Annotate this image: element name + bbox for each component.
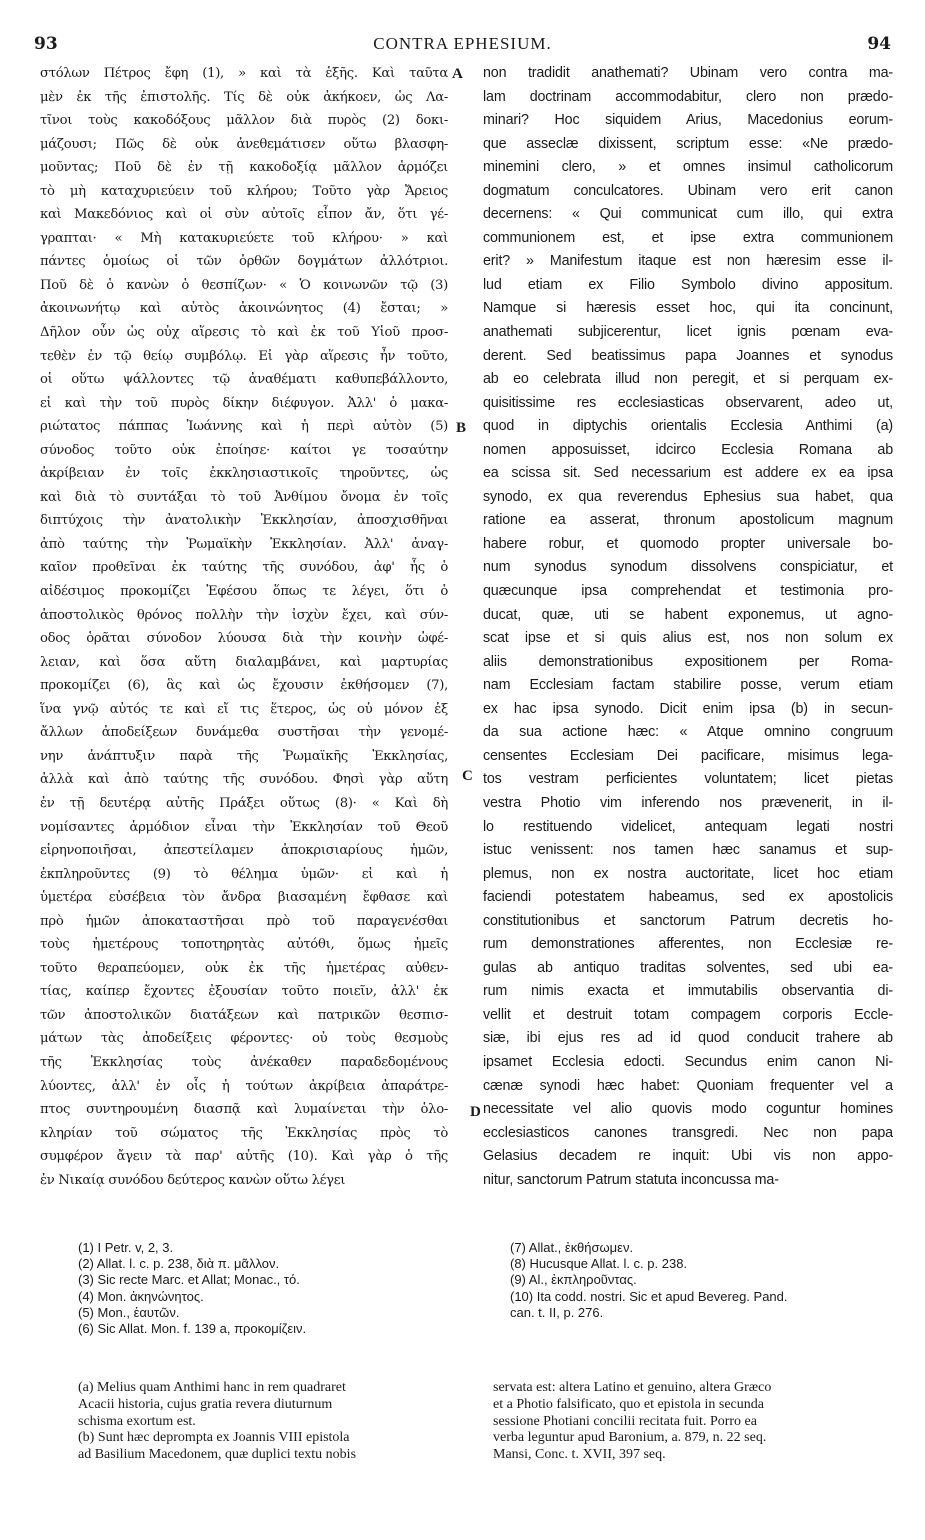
text-line: ἐν Νικαίᾳ συνόδου δεύτερος κανὼν οὕτω λέγει [40,1172,346,1188]
text-line: Acacii historia, cujus gratia revera diuturnum [78,1396,333,1412]
text-line: constitutionibus et sanctorum Patrum decretis ho- [483,912,893,929]
text-line: quæcunque ipsa comprehendat et testimonia pro- [483,583,893,600]
text-line: verba leguntur apud Baronium, a. 879, n. 22 seq. [493,1430,767,1446]
text-line: gulas ab antiquo traditas solventes, sed ubi ea- [483,959,893,976]
text-line: λειαν, καὶ ὅσα αὕτη διαλαμβάνει, καὶ μαρτυρίας [40,654,448,670]
text-line: quod in diptychis orientalis Ecclesia Anthimi (a) [483,418,893,435]
text-line: cænæ synodi hæc habet: Quoniam frequenter vel a [483,1077,893,1094]
text-line: ἀλλὰ καὶ ἀπὸ ταύτης τῆς συνόδου. Φησὶ γὰρ αὕτη [40,772,448,788]
text-line: (a) Melius quam Anthimi hanc in rem quadraret [78,1380,346,1395]
text-line: τοὺς ἡμετέρους τοποτηρητὰς αὐτόθι, ὅμως ἡμεῖς [40,937,448,953]
text-line: γραπται· « Μὴ κατακυριεύετε τοῦ κλήρου· » καὶ [40,230,448,246]
text-line: τῆς Ἐκκλησίας τοὺς ἀνέκαθεν παραδεδομένους [40,1054,448,1070]
latin-footnotes [78,1380,478,1464]
text-line: schisma exortum est. [78,1413,196,1429]
text-line: εἰ καὶ τὴν τοῦ πυρὸς δίκην διέφυγον. Ἀλλ' ὁ μακα- [40,395,448,411]
text-line: τῶν ἀποστολικῶν διατάξεων καὶ πατρικῶν θεσπισ- [40,1007,448,1023]
text-line: derent. Sed beatissimus papa Joannes et synodus [483,347,893,364]
text-line: lam doctrinam accommodabitur, clero non prædo- [483,88,893,105]
text-line: lo restituendo videlicet, antequam legati nostri [483,818,893,835]
text-line: μάζουσι; Πῶς δὲ οὐκ ἀνεθεμάτισεν οὕτω βλασφη- [40,136,448,152]
text-line: τοῦτο θεραπεύομεν, οὐκ ἐκ τῆς ἡμετέρας αὐθεν- [40,960,448,976]
text-line: (3) Sic recte Marc. et Allat; Monac., τό. [78,1272,300,1288]
text-line: synodo, ex qua reverendus Ephesius sua habet, qua [483,488,893,505]
text-line: τεθὲν ἐν τῷ θείῳ συμβόλῳ. Εἰ γὰρ αἵρεσις ἦν τοῦτο, [40,348,448,364]
text-line: πάντες ὁμοίως οἱ τῶν ὀρθῶν δογμάτων ἀλλότριοι. [40,254,448,270]
text-line: (2) Allat. l. c. p. 238, διὰ π. μᾶλλον. [78,1256,280,1272]
text-line: ecclesiasticos canones transgredi. Nec non papa [483,1124,893,1141]
text-line: νομίσαντες ἁρμόδιον εἶναι τὴν Ἐκκλησίαν τοῦ Θεοῦ [40,819,448,835]
text-line: istuc venissent: nos tamen hæc sanamus et sup- [483,842,893,859]
text-line: (b) Sunt hæc deprompta ex Joannis VIII epistola [78,1430,350,1446]
text-line: (4) Mon. ἀκηνώνητος. [78,1288,204,1304]
text-line: μὲν ἐκ τῆς ἐπιστολῆς. Τίς δὲ οὐκ ἀκήκοεν, ὡς Λα- [40,89,448,105]
text-line: τίας, καίπερ ἔχοντες ἐξουσίαν τοῦτο ποιεῖν, ἀλλ' ἐκ [40,984,448,1000]
text-line: anathemati subjicerentur, licet ignis pœnam eva- [483,324,893,341]
text-line: νην ἀνάπτυξιν παρὰ τῆς Ῥωμαϊκῆς Ἐκκλησίας, [40,748,448,764]
text-line: πτος συντηρουμένη διασπᾷ καὶ λυμαίνεται τὴν ὁλο- [40,1102,448,1118]
text-line: ratione ea asserat, thronum apostolicum magnum [483,512,893,529]
text-line: αἰδέσιμος προκομίζει Ἐφέσου ὅπως τε λέγει, ὅτι ὁ [40,584,448,600]
greek-text-column [40,62,448,1192]
text-line: ὑμετέρα εὐσέβεια τὸν ἄνδρα βιασαμένη ἔφθασε καὶ [40,890,448,906]
text-line: non tradidit anathemati? Ubinam vero contra ma- [483,65,893,81]
page-number-left: 93 [34,34,58,54]
running-title: CONTRA EPHESIUM. [373,34,552,53]
greek-footnotes [78,1240,438,1337]
latin-text-column [483,62,893,1192]
text-line: ipsamet Ecclesia edocti. Secundus enim canon Ni- [483,1053,893,1070]
text-line: Namque si hæresis esset hoc, qui ita concinunt, [483,300,893,317]
text-line: οἱ οὕτω ψάλλοντες τῷ ἀναθέματι καθυπεβάλλοντο, [40,372,448,388]
text-line: ἀκοινωνήτῳ καὶ αὐτὸς ἀκοινώνητος (4) ἔσται; » [40,301,448,317]
text-line: ad Basilium Macedonem, quæ duplici textu nobis [78,1447,357,1463]
text-line: τῖνοι τοὺς κακοδόξους μᾶλλον διὰ πυρὸς (2) δοκι- [40,113,448,129]
text-line: προκομίζει (6), ἃς καὶ ὡς ἔχουσιν ἐκθήσομεν (7), [40,678,448,694]
text-line: nitur, sanctorum Patrum statuta inconcussa ma- [483,1171,779,1188]
text-line: μοῦντας; Ποῦ δὲ ἐν τῇ κακοδοξίᾳ μᾶλλον ἁρμόζει [40,160,448,176]
text-line: que asseclæ dixissent, scriptum esse: «Ne prædo- [483,135,893,152]
text-line: σύνοδος τοῦτο οὐκ ἐποίησε· καίτοι γε τοσαύτην [40,442,448,458]
text-line: οδος ὁρᾶται σύνοδον λύουσα διὰ τὴν κοινὴν ὠφέ- [40,631,448,647]
text-line: nam Ecclesiam factam stabilire posse, verum etiam [483,677,893,694]
text-line: συμφέρον ἄγειν τὰ παρ' αὐτῆς (10). Καὶ γὰρ ὁ τῆς [40,1149,448,1165]
text-line: (1) I Petr. v, 2, 3. [78,1240,174,1255]
text-line: εἰρηνοποιῆσαι, ἀπεστείλαμεν ἀποκρισιαρίους ἡμῶν, [40,843,448,859]
text-line: ducat, quæ, uti se habent exponemus, ut agno- [483,606,893,623]
text-line: ἀκρίβειαν ἐν τοῖς ἐκκλησιαστικοῖς τηροῦντες, ὡς [40,466,448,482]
section-marker-a: A [452,66,463,82]
text-line: μάτων τὰς ἀποδείξεις φέροντες· οὐ τοὺς θεσμοὺς [40,1031,448,1047]
greek-footnotes-continued [510,1240,900,1321]
text-line: ριώτατος πάππας Ἰωάννης καὶ ἡ περὶ αὐτὸν (5) [40,419,448,435]
text-line: erit? » Manifestum itaque est non hæresim esse il- [483,253,893,270]
text-line: sessione Photiani concilii recitata fuit. Porro ea [493,1413,757,1429]
text-line: da sua actione hæc: « Atque omnino congruum [483,724,893,741]
text-line: tos vestram perficientes voluntatem; licet pietas [483,771,893,788]
section-marker-b: B [456,420,467,436]
text-line: (7) Allat., ἐκθήσωμεν. [510,1240,634,1255]
text-line: communionem est, et ipse extra communionem [483,229,893,246]
text-line: rum nimis exacta et immutabilis observantia di- [483,983,893,1000]
text-line: habere robur, et quomodo propter universale bo- [483,535,893,552]
text-line: (9) Al., ἐκπληροῦντας. [510,1272,637,1288]
text-line: πρὸ ἡμῶν ἀποκαταστῆσαι πρὸ τοῦ παραγενέσθαι [40,913,448,929]
text-line: διπτύχοις τὴν ἀνατολικὴν Ἐκκλησίαν, ἀποσχισθῆναι [40,513,448,529]
text-line: καῖον προθεῖναι ἐκ ταύτης τῆς συνόδου, ἀφ' ἧς ὁ [40,560,448,576]
text-line: (5) Mon., ἑαυτῶν. [78,1304,180,1320]
text-line: servata est: altera Latino et genuino, altera Græco [493,1380,772,1395]
text-line: ἐκπληροῦντες (9) τὸ θέλημα ὑμῶν· εἰ καὶ ἡ [40,866,448,882]
text-line: scat ipse et si quis alius est, nos non solum ex [483,630,893,647]
text-line: Gelasius decadem re inquit: Ubi vis non appo- [483,1148,893,1165]
text-line: rum demonstrationes afferentes, non Ecclesiæ re- [483,936,893,953]
text-line: num synodus synodum dissolvens conspiciatur, et [483,559,893,576]
section-marker-d: D [470,1104,481,1120]
text-line: et a Photio falsificato, quo et epistola in secunda [493,1396,764,1412]
text-line: lud etiam ex Filio Symbolo divino appositum. [483,276,893,293]
text-line: minemini clero, » et omnes insimul catholicorum [483,159,893,176]
text-line: Δῆλον οὖν ὡς οὐχ αἵρεσις τὸ καὶ ἐκ τοῦ Υἱοῦ προσ- [40,325,448,341]
text-line: ἀποστολικὸς θρόνος πολλὴν τὴν ἰσχὺν ἔχει, καὶ σύν- [40,607,448,623]
text-line: censentes Ecclesiam Dei pacificare, misimus lega- [483,747,893,764]
running-header [34,34,891,60]
text-line: nomen apposuisset, idcirco Ecclesia Romana ab [483,441,893,458]
text-line: ex hac ipsa synodo. Dicit enim ipsa (b) in secun- [483,700,893,717]
text-line: ab eo celebrata illud non peregit, et si perquam ex- [483,371,893,388]
text-line: siæ, ibi ejus res ad id quod conducit trahere ab [483,1030,893,1047]
text-line: Ποῦ δὲ ὁ κανὼν ὁ θεσπίζων· « Ὁ κοινωνῶν τῷ (3) [40,277,448,293]
text-line: καὶ διὰ τὸ συντάξαι τὸ τοῦ Ἀνθίμου ὄνομα ἐν τοῖς [40,489,448,505]
text-line: (6) Sic Allat. Mon. f. 139 a, προκομίζειν. [78,1321,307,1337]
text-line: τὸ μὴ καταχυριεύειν τοῦ κλήρου; Τοῦτο γὰρ Ἄρειος [40,183,448,199]
text-line: dogmatum conculcatores. Ubinam vero erit canon [483,182,893,199]
text-line: necessitate vel alio quovis modo coguntur homines [483,1101,893,1118]
text-line: vellit et destruit totam compagem corporis Eccle- [483,1006,893,1023]
text-line: ἄλλων ἀποδείξεων δυνάμεθα συστῆσαι τὴν γενομέ- [40,725,448,741]
text-line: Mansi, Conc. t. XVII, 397 seq. [493,1447,666,1463]
text-line: κληρίαν τοῦ σώματος τῆς Ἐκκλησίας πρὸς τὸ [40,1125,448,1141]
text-line: ἐν τῇ δευτέρᾳ αὐτῆς Πράξει οὕτως (8)· « Καὶ δὴ [40,795,448,811]
text-line: faciendi potestatem habeamus, sed ex apostolicis [483,889,893,906]
text-line: quisitissime res ecclesiasticas observarent, adeo ut, [483,394,893,411]
text-line: λύοντες, ἀλλ' ἐν οἷς ἡ τούτων ἀκρίβεια ἀπαράτρε- [40,1078,448,1094]
text-line: ἵνα γνῷ αὐτός τε καὶ εἴ τις ἕτερος, ὡς οὐ μόνον ἐξ [40,701,448,717]
text-line: καὶ Μακεδόνιος καὶ οἱ σὺν αὐτοῖς εἶπον ἄν, ὅτι γέ- [40,207,448,223]
text-line: vestra Photio vim inferendo nos prævenerit, in il- [483,794,893,811]
section-marker-c: C [462,768,473,784]
text-line: στόλων Πέτρος ἔφη (1), » καὶ τὰ ἑξῆς. Καὶ ταῦτα [40,66,448,81]
text-line: decernens: « Qui communicat cum illo, qui extra [483,206,893,223]
latin-footnotes-continued [493,1380,898,1464]
text-line: minari? Hoc siquidem Arius, Macedonius eorum- [483,112,893,129]
text-line: can. t. II, p. 276. [510,1304,604,1320]
text-line: plemus, non ex nostra auctoritate, licet hoc etiam [483,865,893,882]
text-line: ea scissa sit. Sed necessarium est addere ex ea ipsa [483,465,893,482]
text-line: (8) Hucusque Allat. l. c. p. 238. [510,1256,688,1272]
text-line: (10) Ita codd. nostri. Sic et apud Bevereg. Pand. [510,1288,788,1304]
text-line: ἀπὸ ταύτης τὴν Ῥωμαϊκὴν Ἐκκλησίαν. Ἀλλ' ἀναγ- [40,536,448,552]
page-number-right: 94 [867,34,891,54]
text-line: aliis demonstrationibus expositionem per Roma- [483,653,893,670]
